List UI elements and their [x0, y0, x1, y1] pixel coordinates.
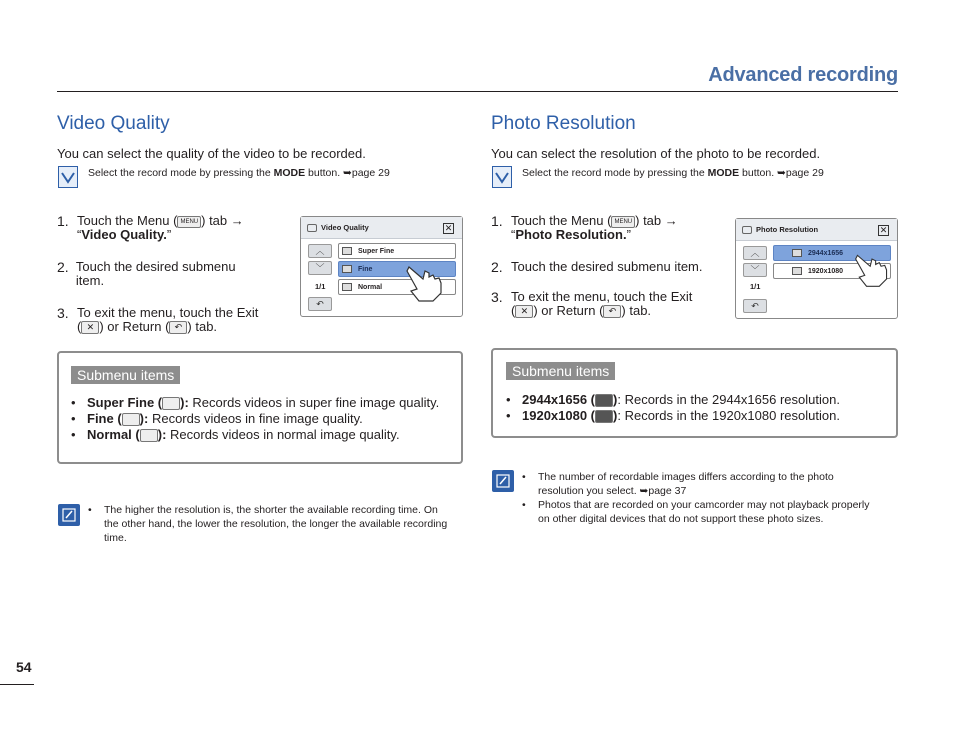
notes-list [522, 470, 882, 526]
menu-key-icon: MENU [177, 216, 201, 228]
list-item: • Super Fine ( ): Records videos in super fine image quality. [71, 395, 440, 410]
option-fine[interactable]: Fine [338, 261, 456, 277]
page-indicator: 1/1 [315, 282, 326, 291]
hand-pointer-icon [852, 249, 892, 289]
res-2m-icon [595, 410, 613, 423]
return-icon: ↶ [603, 305, 621, 318]
submenu-heading: Submenu items [506, 362, 615, 380]
menu-close-icon[interactable]: ✕ [879, 225, 888, 235]
step-1: 1. Touch the Menu ( MENU ) tab → “Photo Resolution.” [491, 213, 678, 242]
list-item: • 1920x1080 ( ): Records in the 1920x1080 resolution. [506, 408, 840, 423]
note-icon [58, 504, 80, 526]
scroll-up-button[interactable]: ︿ [743, 246, 767, 260]
step-1: 1. Touch the Menu ( MENU ) tab → “Video Quality.” [57, 213, 244, 242]
res-4-9m-icon [792, 249, 802, 257]
menu-screen-title: Photo Resolution [756, 225, 819, 234]
check-note: Select the record mode by pressing the MODE button. ➥page 29 [88, 167, 390, 179]
option-2944x1656[interactable]: 2944x1656 [773, 245, 891, 261]
menu-screen-title: Video Quality [321, 223, 369, 232]
submenu-items-box [57, 351, 463, 464]
page-indicator: 1/1 [750, 282, 761, 291]
scroll-down-button[interactable]: ﹀ [308, 261, 332, 275]
menu-key-icon: MENU [611, 216, 635, 228]
scroll-down-button[interactable]: ﹀ [743, 263, 767, 277]
page-number-rule [0, 684, 34, 685]
video-quality-intro: You can select the quality of the video to be recorded. [57, 146, 366, 161]
submenu-list [506, 392, 840, 424]
camera-icon [742, 226, 752, 234]
option-super-fine[interactable]: Super Fine [338, 243, 456, 259]
submenu-items-box [491, 348, 898, 438]
return-icon: ↶ [169, 321, 187, 334]
option-normal[interactable]: Normal [338, 279, 456, 295]
check-icon [58, 166, 78, 188]
list-item: • The number of recordable images differs according to the photo resolution you select. ➥page 37 [522, 471, 834, 497]
return-button[interactable]: ↶ [743, 299, 767, 313]
page-number: 54 [16, 659, 32, 675]
note-icon [492, 470, 514, 492]
list-item: • 2944x1656 ( ): Records in the 2944x1656 resolution. [506, 392, 840, 407]
exit-icon: ✕ [81, 321, 99, 334]
check-icon [492, 166, 512, 188]
fine-icon [342, 265, 352, 273]
page-header-title: Advanced recording [708, 64, 898, 86]
step-3: 3. To exit the menu, touch the Exit ( ✕ ) or Return ( ↶ ) tab. [57, 305, 259, 334]
super-fine-icon [342, 247, 352, 255]
step-2: 2. Touch the desired submenu item. [57, 259, 236, 288]
return-button[interactable]: ↶ [308, 297, 332, 311]
list-item: • Fine ( ): Records videos in fine image quality. [71, 411, 363, 426]
normal-icon [140, 429, 158, 442]
photo-resolution-intro: You can select the resolution of the photo to be recorded. [491, 146, 821, 161]
option-1920x1080[interactable]: 1920x1080 [773, 263, 891, 279]
camera-icon [307, 224, 317, 232]
note-text: • The higher the resolution is, the shorter the available recording time. On the other hand, the lower the resolution, the longer the available recording time. [88, 504, 448, 544]
list-item: • Normal ( ): Records videos in normal image quality. [71, 427, 400, 442]
menu-close-icon[interactable]: ✕ [444, 223, 453, 233]
submenu-heading: Submenu items [71, 366, 180, 384]
step-3: 3. To exit the menu, touch the Exit ( ✕ ) or Return ( ↶ ) tab. [491, 289, 693, 318]
list-item: • Photos that are recorded on your camcorder may not playback properly on other digital devices that do not support these photo sizes. [522, 499, 870, 525]
submenu-list [71, 395, 439, 443]
normal-icon [342, 283, 352, 291]
photo-resolution-menu-screen [735, 218, 898, 319]
step-2: 2. Touch the desired submenu item. [491, 259, 703, 275]
photo-resolution-title: Photo Resolution [491, 113, 636, 134]
check-note: Select the record mode by pressing the MODE button. ➥page 29 [522, 167, 824, 179]
res-2m-icon [792, 267, 802, 275]
header-rule [57, 91, 898, 92]
hand-pointer-icon [403, 261, 447, 303]
exit-icon: ✕ [515, 305, 533, 318]
video-quality-title: Video Quality [57, 113, 170, 134]
scroll-up-button[interactable]: ︿ [308, 244, 332, 258]
fine-icon [122, 413, 140, 426]
res-4-9m-icon [595, 394, 613, 407]
super-fine-icon [162, 397, 180, 410]
video-quality-menu-screen [300, 216, 463, 317]
